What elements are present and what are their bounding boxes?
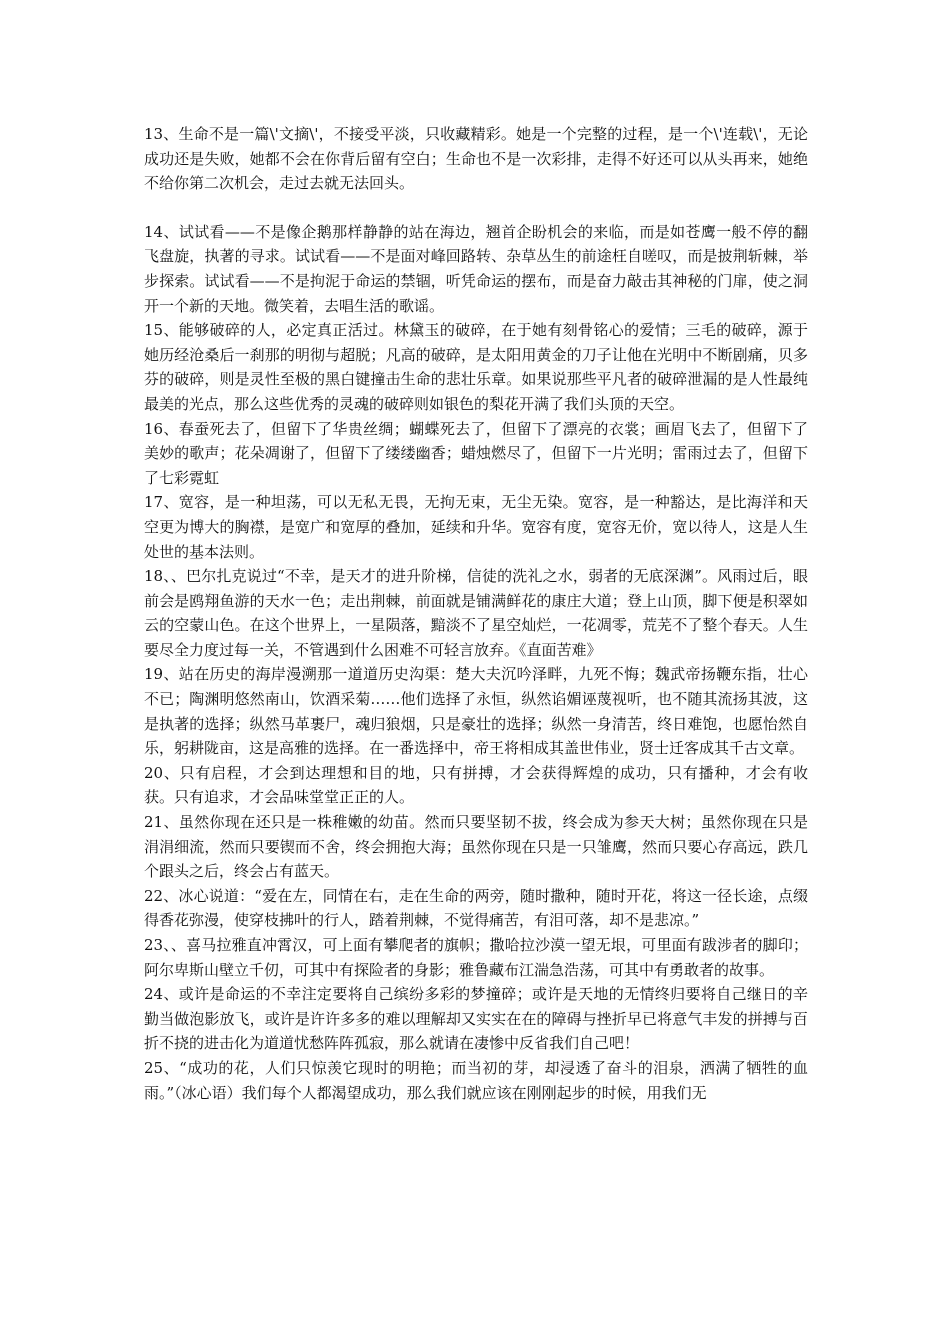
paragraph-25: 25、“成功的花，人们只惊羡它现时的明艳；而当初的芽，却浸透了奋斗的泪泉，洒满了牺牲的血雨。”（冰心语）我们每个人都渴望成功，那么我们就应该在刚刚起步的时候，用我们无 [144,1058,808,1102]
paragraph-16: 16、春蚕死去了，但留下了华贵丝绸；蝴蝶死去了，但留下了漂亮的衣裳；画眉飞去了，但留下了美妙的歌声；花朵凋谢了，但留下了缕缕幽香；蜡烛燃尽了，但留下一片光明；雷雨过去了，但留下了七彩霓虹 [144,419,808,487]
paragraph-20: 20、只有启程，才会到达理想和目的地，只有拼搏，才会获得辉煌的成功，只有播种，才会有收获。只有追求，才会品味堂堂正正的人。 [144,763,808,807]
paragraph-15: 15、能够破碎的人，必定真正活过。林黛玉的破碎，在于她有刻骨铭心的爱情；三毛的破碎，源于她历经沧桑后一刹那的明彻与超脱；凡高的破碎，是太阳用黄金的刀子让他在光明中不断剧痛，贝多芬的破碎，则是灵性至极的黑白键撞击生命的悲壮乐章。如果说那些平凡者的破碎泄漏的是人性最纯最美的光点，那么这些优秀的灵魂的破碎则如银色的梨花开满了我们头顶的天空。 [144,321,808,413]
paragraph-spacer [144,196,808,220]
document-body [144,122,808,1105]
paragraph-24: 24、或许是命运的不幸注定要将自己缤纷多彩的梦撞碎；或许是天地的无情终归要将自己继日的辛勤当做泡影放飞，或许是许许多多的难以理解却又实实在在的障碍与挫折早已将意气丰发的拼搏与百折不挠的进击化为道道忧愁阵阵孤寂，那么就请在凄惨中反省我们自己吧！ [144,985,808,1053]
paragraph-14: 14、试试看——不是像企鹅那样静静的站在海边，翘首企盼机会的来临，而是如苍鹰一般不停的翻飞盘旋，执著的寻求。试试看——不是面对峰回路转、杂草丛生的前途枉自嗟叹，而是披荆斩棘，举步探索。试试看——不是拘泥于命运的禁锢，听凭命运的摆布，而是奋力敲击其神秘的门扉，使之洞开一个新的天地。微笑着，去唱生活的歌谣。 [144,222,808,315]
paragraph-17: 17、宽容，是一种坦荡，可以无私无畏，无拘无束，无尘无染。宽容，是一种豁达，是比海洋和天空更为博大的胸襟，是宽广和宽厚的叠加，延续和升华。宽容有度，宽容无价，宽以待人，这是人生处世的基本法则。 [144,493,808,561]
paragraph-23: 23、、喜马拉雅直冲霄汉，可上面有攀爬者的旗帜；撒哈拉沙漠一望无垠，可里面有跋涉者的脚印；阿尔卑斯山壁立千仞，可其中有探险者的身影；雅鲁藏布江湍急浩荡，可其中有勇敢者的故事。 [144,936,808,979]
paragraph-13: 13、生命不是一篇\'文摘\'，不接受平淡，只收藏精彩。她是一个完整的过程，是一个\'连载\'，无论成功还是失败，她都不会在你背后留有空白；生命也不是一次彩排，走得不好还可以从头再来，她绝不给你第二次机会，走过去就无法回头。 [144,125,808,193]
paragraph-22: 22、冰心说道：“爱在左，同情在右，走在生命的两旁，随时撒种，随时开花，将这一径长途，点缀得香花弥漫，使穿枝拂叶的行人，踏着荆棘，不觉得痛苦，有泪可落，却不是悲凉。” [144,886,808,930]
paragraph-21: 21、虽然你现在还只是一株稚嫩的幼苗。然而只要坚韧不拔，终会成为参天大树；虽然你现在只是涓涓细流，然而只要锲而不舍，终会拥抱大海；虽然你现在只是一只雏鹰，然而只要心存高远，跌几个跟头之后，终会占有蓝天。 [144,813,808,881]
paragraph-18: 18、、巴尔扎克说过“不幸，是天才的进升阶梯，信徒的洗礼之水，弱者的无底深渊”。风雨过后，眼前会是鸥翔鱼游的天水一色；走出荆棘，前面就是铺满鲜花的康庄大道；登上山顶，脚下便是积翠如云的空蒙山色。在这个世界上，一星陨落，黯淡不了星空灿烂，一花凋零，荒芜不了整个春天。人生要尽全力度过每一关，不管遇到什么困难不可轻言放弃。《直面苦难》 [144,567,808,659]
paragraph-19: 19、站在历史的海岸漫溯那一道道历史沟渠：楚大夫沉吟泽畔，九死不悔；魏武帝扬鞭东指，壮心不已；陶渊明悠然南山，饮酒采菊……他们选择了永恒，纵然谄媚诬蔑视听，也不随其流扬其波，这是执著的选择；纵然马革裹尸，魂归狼烟，只是豪壮的选择；纵然一身清苦，终日难饱，也愿怡然自乐，躬耕陇亩，这是高雅的选择。在一番选择中，帝王将相成其盖世伟业，贤士迁客成其千古文章。 [144,665,808,758]
